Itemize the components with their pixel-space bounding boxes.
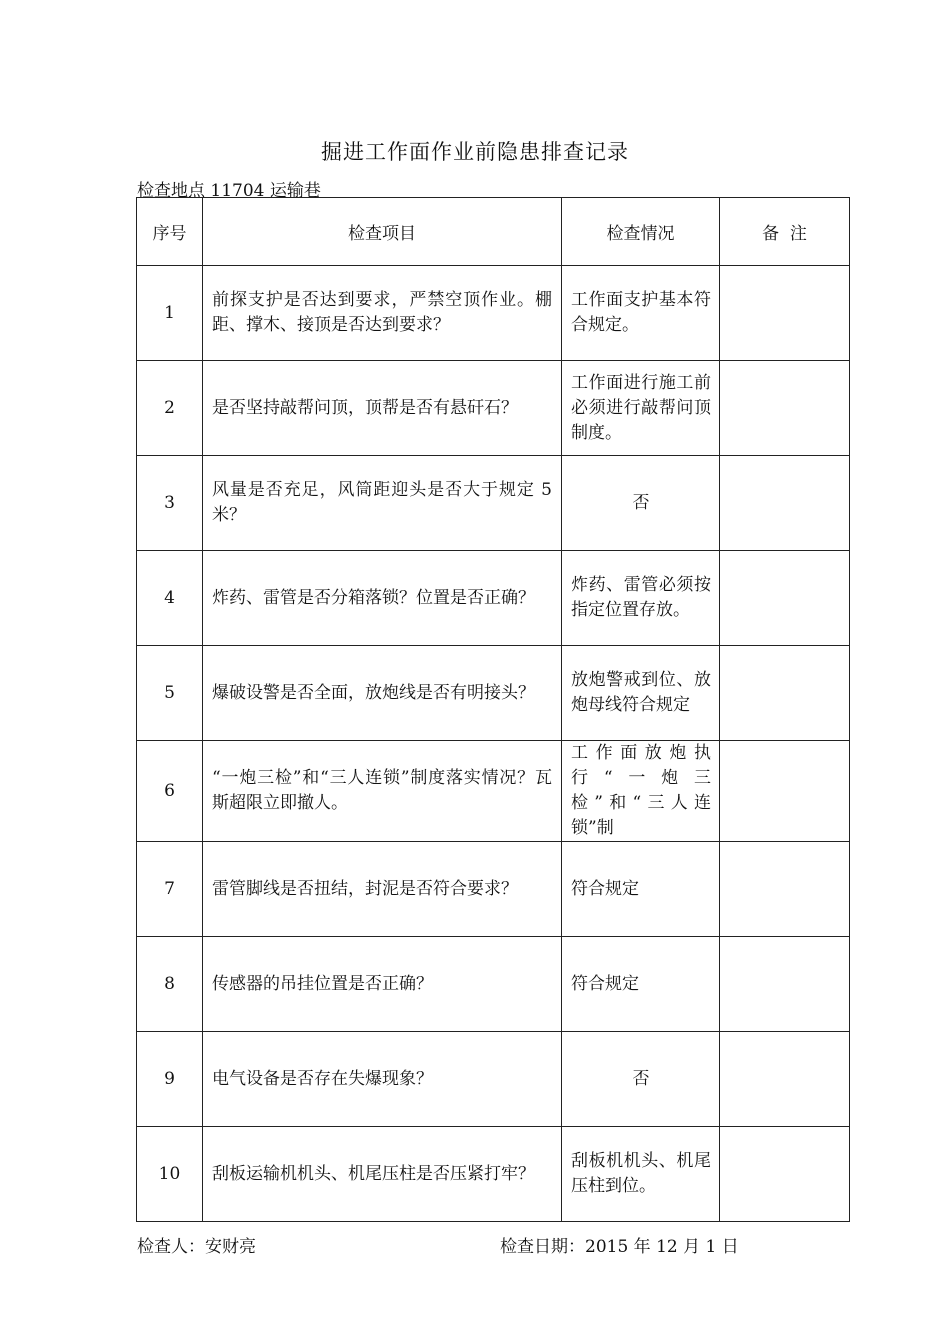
row-note — [720, 456, 850, 551]
row-status: 工作面放炮执行“一炮三检”和“三人连锁”制 — [562, 741, 720, 842]
row-note — [720, 937, 850, 1032]
row-item: 传感器的吊挂位置是否正确？ — [203, 937, 562, 1032]
header-status: 检查情况 — [562, 198, 720, 266]
row-no: 1 — [137, 266, 203, 361]
table-row — [137, 1127, 850, 1222]
row-item: 雷管脚线是否扭结，封泥是否符合要求？ — [203, 842, 562, 937]
header-item: 检查项目 — [203, 198, 562, 266]
row-note — [720, 361, 850, 456]
row-note — [720, 741, 850, 842]
header-note: 备 注 — [720, 198, 850, 266]
row-no: 4 — [137, 551, 203, 646]
row-status: 否 — [562, 1032, 720, 1127]
table-row — [137, 741, 850, 842]
table-row — [137, 551, 850, 646]
row-no: 9 — [137, 1032, 203, 1127]
row-no: 6 — [137, 741, 203, 842]
table-row — [137, 646, 850, 741]
row-item: 刮板运输机机头、机尾压柱是否压紧打牢？ — [203, 1127, 562, 1222]
row-status: 工作面支护基本符合规定。 — [562, 266, 720, 361]
row-note — [720, 266, 850, 361]
row-status: 符合规定 — [562, 937, 720, 1032]
row-item: 风量是否充足，风筒距迎头是否大于规定 5 米？ — [203, 456, 562, 551]
row-status: 刮板机机头、机尾压柱到位。 — [562, 1127, 720, 1222]
table-row — [137, 1032, 850, 1127]
row-status: 符合规定 — [562, 842, 720, 937]
row-status: 放炮警戒到位、放炮母线符合规定 — [562, 646, 720, 741]
row-note — [720, 1032, 850, 1127]
table-row — [137, 937, 850, 1032]
table-row — [137, 456, 850, 551]
row-item: 是否坚持敲帮问顶，顶帮是否有悬矸石？ — [203, 361, 562, 456]
row-note — [720, 1127, 850, 1222]
table-header-row — [137, 198, 850, 266]
row-item: 炸药、雷管是否分箱落锁？位置是否正确？ — [203, 551, 562, 646]
row-note — [720, 646, 850, 741]
row-no: 10 — [137, 1127, 203, 1222]
table-row — [137, 266, 850, 361]
row-item: 前探支护是否达到要求，严禁空顶作业。棚距、撑木、接顶是否达到要求？ — [203, 266, 562, 361]
header-no: 序号 — [137, 198, 203, 266]
row-item: 电气设备是否存在失爆现象？ — [203, 1032, 562, 1127]
row-item: 爆破设警是否全面，放炮线是否有明接头？ — [203, 646, 562, 741]
inspection-location: 检查地点 11704 运输巷 — [137, 181, 321, 201]
row-note — [720, 551, 850, 646]
row-no: 2 — [137, 361, 203, 456]
row-status: 工作面进行施工前必须进行敲帮问顶制度。 — [562, 361, 720, 456]
inspector-name: 检查人：安财亮 — [137, 1237, 256, 1257]
table-row — [137, 842, 850, 937]
row-no: 8 — [137, 937, 203, 1032]
row-no: 3 — [137, 456, 203, 551]
inspection-date: 检查日期：2015 年 12 月 1 日 — [500, 1237, 739, 1257]
row-item: “一炮三检”和“三人连锁”制度落实情况？瓦斯超限立即撤人。 — [203, 741, 562, 842]
table-row — [137, 361, 850, 456]
row-no: 7 — [137, 842, 203, 937]
page-title: 掘进工作面作业前隐患排查记录 — [321, 140, 629, 164]
row-status: 炸药、雷管必须按指定位置存放。 — [562, 551, 720, 646]
row-status: 否 — [562, 456, 720, 551]
row-no: 5 — [137, 646, 203, 741]
row-note — [720, 842, 850, 937]
inspection-table — [136, 197, 850, 1222]
